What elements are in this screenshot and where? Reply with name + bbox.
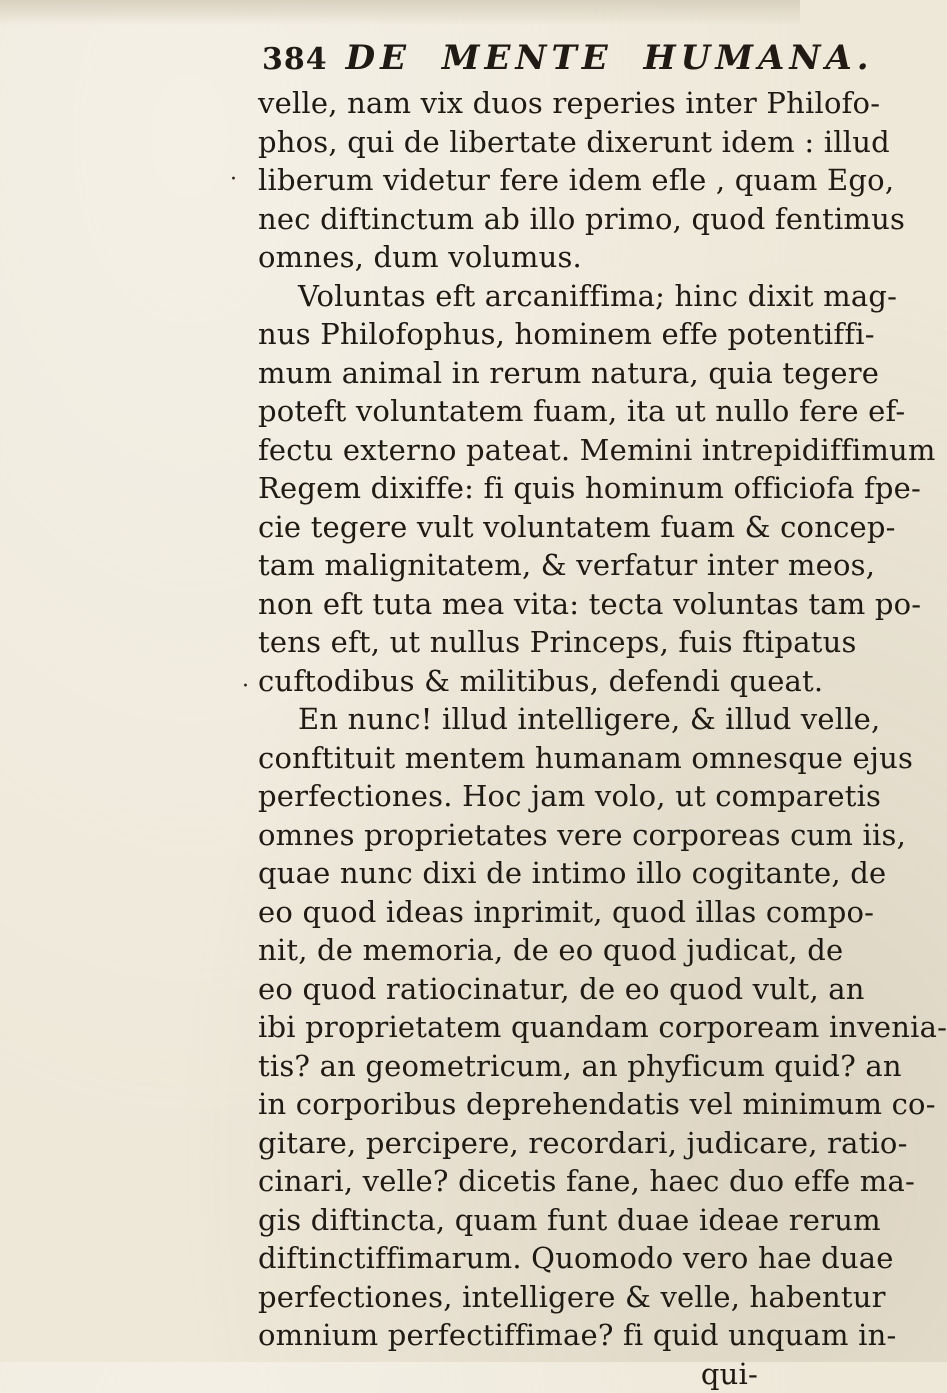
text-line: phos, qui de libertate dixerunt idem : illud xyxy=(258,123,758,162)
text-line: poteft voluntatem fuam, ita ut nullo fere ef- xyxy=(258,392,758,431)
text-line: nec diftinctum ab illo primo, quod fentimus xyxy=(258,200,758,239)
text-line: eo quod ideas inprimit, quod illas compo- xyxy=(258,893,758,932)
text-line: tens eft, ut nullus Princeps, fuis ftipatus xyxy=(258,623,758,662)
text-line: mum animal in rerum natura, quia tegere xyxy=(258,354,758,393)
catchword: qui- xyxy=(258,1355,758,1393)
text-line: cinari, velle? dicetis fane, haec duo effe ma- xyxy=(258,1162,758,1201)
text-line: velle, nam vix duos reperies inter Philofo- xyxy=(258,84,758,123)
text-line: Regem dixiffe: fi quis hominum officiofa fpe- xyxy=(258,469,758,508)
text-line: perfectiones. Hoc jam volo, ut comparetis xyxy=(258,777,758,816)
text-line: nit, de memoria, de eo quod judicat, de xyxy=(258,931,758,970)
page-top-edge xyxy=(0,0,800,26)
text-line: cie tegere vult voluntatem fuam & concep- xyxy=(258,508,758,547)
running-head-title: DE MENTE HUMANA. xyxy=(346,38,874,78)
text-line: tam malignitatem, & verfatur inter meos, xyxy=(258,546,758,585)
text-line: liberum videtur fere idem efle , quam Ego, xyxy=(258,161,758,200)
body-text xyxy=(258,84,758,1393)
text-line: diftinctiffimarum. Quomodo vero hae duae xyxy=(258,1239,758,1278)
text-line: tis? an geometricum, an phyficum quid? an xyxy=(258,1047,758,1086)
text-line: omnes proprietates vere corporeas cum iis, xyxy=(258,816,758,855)
text-line: fectu externo pateat. Memini intrepidiffimum xyxy=(258,431,758,470)
text-line: conftituit mentem humanam omnesque ejus xyxy=(258,739,758,778)
text-line: quae nunc dixi de intimo illo cogitante, de xyxy=(258,854,758,893)
text-line: nus Philofophus, hominem effe potentiffi- xyxy=(258,315,758,354)
text-line: omnes, dum volumus. xyxy=(258,238,758,277)
running-head xyxy=(262,38,874,82)
text-line: omnium perfectiffimae? fi quid unquam in- xyxy=(258,1316,758,1355)
margin-mark: · xyxy=(242,674,249,699)
paragraph-start-line: En nunc! illud intelligere, & illud velle, xyxy=(258,700,758,739)
text-line: gitare, percipere, recordari, judicare, ratio- xyxy=(258,1124,758,1163)
text-line: eo quod ratiocinatur, de eo quod vult, an xyxy=(258,970,758,1009)
text-line: cuftodibus & militibus, defendi queat. xyxy=(258,662,758,701)
text-line: non eft tuta mea vita: tecta voluntas tam po- xyxy=(258,585,758,624)
paragraph-start-line: Voluntas eft arcaniffima; hinc dixit mag- xyxy=(258,277,758,316)
margin-mark: · xyxy=(230,167,237,192)
page-number: 384 xyxy=(262,42,328,77)
text-line: ibi proprietatem quandam corpoream invenia- xyxy=(258,1008,758,1047)
text-line: in corporibus deprehendatis vel minimum co- xyxy=(258,1085,758,1124)
text-line: gis diftincta, quam funt duae ideae rerum xyxy=(258,1201,758,1240)
text-line: perfectiones, intelligere & velle, habentur xyxy=(258,1278,758,1317)
